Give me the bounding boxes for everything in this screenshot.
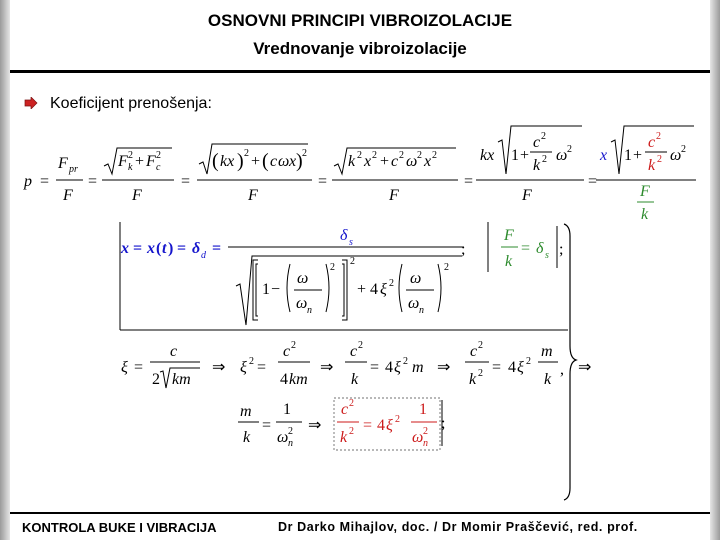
svg-text:1: 1 (419, 401, 427, 418)
svg-text:4: 4 (385, 359, 393, 376)
svg-text:+: + (251, 153, 261, 170)
svg-text:4: 4 (377, 417, 385, 434)
svg-text:+: + (633, 147, 643, 164)
svg-text:=: = (40, 173, 50, 190)
svg-text:=: = (181, 173, 191, 190)
svg-text:(: ( (156, 240, 162, 257)
svg-text:s: s (545, 250, 549, 261)
svg-text:;: ; (559, 241, 564, 258)
svg-text:⇒: ⇒ (308, 417, 322, 434)
svg-text:k: k (505, 253, 513, 270)
svg-text:k: k (533, 157, 541, 174)
svg-text:2: 2 (389, 278, 394, 289)
svg-text:−: − (271, 281, 281, 298)
svg-text:2: 2 (526, 356, 531, 367)
svg-text:ω: ω (278, 153, 290, 170)
svg-text:c: c (648, 134, 656, 151)
svg-text:(: ( (262, 150, 269, 172)
svg-text:2: 2 (399, 150, 404, 161)
svg-text:k: k (469, 371, 477, 388)
svg-text:ω: ω (556, 147, 568, 164)
svg-text:2: 2 (372, 150, 377, 161)
svg-text:=: = (212, 240, 222, 257)
svg-text:=: = (262, 417, 272, 434)
svg-text:4: 4 (370, 281, 378, 298)
svg-text:,: , (560, 361, 564, 378)
svg-text:=: = (88, 173, 98, 190)
svg-text:d: d (201, 250, 206, 261)
svg-text:2: 2 (349, 426, 354, 437)
svg-text:): ) (237, 150, 244, 172)
svg-text:s: s (349, 237, 353, 248)
svg-text:+: + (135, 153, 145, 170)
svg-text:F: F (132, 187, 142, 204)
svg-text:F: F (63, 187, 73, 204)
svg-text:c: c (350, 343, 358, 360)
svg-text:): ) (296, 150, 303, 172)
svg-text:2: 2 (395, 414, 400, 425)
svg-text:1: 1 (283, 401, 291, 418)
svg-text:km: km (172, 371, 191, 388)
svg-text:ω: ω (406, 153, 418, 170)
svg-text:2: 2 (128, 150, 133, 161)
svg-text:F: F (58, 155, 68, 172)
svg-text:2: 2 (542, 154, 547, 165)
svg-text:2: 2 (291, 340, 296, 351)
svg-text:ω: ω (297, 270, 309, 287)
footer-course-name: KONTROLA BUKE I VIBRACIJA (22, 520, 217, 535)
svg-text:2: 2 (657, 154, 662, 165)
svg-text:F: F (522, 187, 532, 204)
svg-text:δ: δ (536, 240, 544, 257)
svg-text:2: 2 (330, 262, 335, 273)
svg-text:ω: ω (296, 295, 308, 312)
svg-text:;: ; (441, 415, 446, 432)
svg-text:c: c (156, 162, 161, 173)
svg-text:2: 2 (444, 262, 449, 273)
svg-text:+: + (357, 281, 367, 298)
svg-text:k: k (648, 157, 656, 174)
svg-text:2: 2 (478, 340, 483, 351)
svg-text:=: = (521, 240, 531, 257)
svg-text:k: k (348, 153, 356, 170)
svg-text:2: 2 (249, 356, 254, 367)
svg-text:ω: ω (277, 429, 289, 446)
svg-text:+: + (520, 147, 530, 164)
svg-text:km: km (289, 371, 308, 388)
slide-subtitle: Vrednovanje vibroizolacije (253, 39, 467, 58)
svg-text:x: x (289, 153, 297, 170)
svg-text:δ: δ (340, 227, 348, 244)
svg-text:2: 2 (358, 340, 363, 351)
svg-text:2: 2 (152, 371, 160, 388)
svg-text:=: = (370, 359, 380, 376)
svg-text:⇒: ⇒ (578, 359, 592, 376)
svg-text:ξ: ξ (517, 359, 524, 376)
svg-text:2: 2 (567, 144, 572, 155)
svg-text:n: n (423, 438, 428, 449)
svg-text:=: = (134, 359, 144, 376)
svg-text:ω: ω (412, 429, 424, 446)
svg-text:ξ: ξ (394, 359, 401, 376)
svg-text:m: m (240, 403, 252, 420)
svg-text:ξ: ξ (240, 359, 247, 376)
svg-text:pr: pr (69, 164, 78, 175)
svg-text:x: x (364, 153, 372, 170)
svg-text:⇒: ⇒ (212, 359, 226, 376)
svg-text:1: 1 (511, 147, 519, 164)
svg-text:x: x (424, 153, 432, 170)
svg-text:n: n (419, 305, 424, 316)
svg-text:x: x (147, 240, 155, 257)
svg-text:2: 2 (423, 426, 428, 437)
slide-title: OSNOVNI PRINCIPI VIBROIZOLACIJE (207, 11, 513, 30)
svg-text:k: k (641, 206, 649, 223)
svg-text:+: + (380, 153, 390, 170)
svg-text:1: 1 (624, 147, 632, 164)
right-brace (564, 224, 576, 500)
formula-row-1 (23, 126, 597, 204)
svg-text:F: F (118, 153, 128, 170)
svg-text:δ: δ (192, 240, 201, 257)
svg-text:2: 2 (349, 398, 354, 409)
svg-text:2: 2 (302, 148, 307, 159)
svg-text:=: = (318, 173, 328, 190)
formula-row-2 (120, 222, 563, 325)
svg-text:t: t (162, 240, 167, 257)
svg-text:=: = (464, 173, 474, 190)
svg-text:=: = (363, 417, 373, 434)
svg-text:F: F (146, 153, 156, 170)
svg-text:F: F (504, 227, 514, 244)
svg-text:x: x (121, 240, 129, 257)
svg-text:=: = (588, 173, 598, 190)
svg-text:⇒: ⇒ (437, 359, 451, 376)
svg-text:p: p (24, 173, 32, 190)
svg-text:2: 2 (432, 150, 437, 161)
svg-text:c: c (170, 343, 178, 360)
svg-text:2: 2 (156, 150, 161, 161)
svg-text:): ) (168, 240, 174, 257)
svg-text:ξ: ξ (386, 417, 393, 434)
svg-text:c: c (533, 134, 541, 151)
formula-row-4 (238, 398, 445, 450)
svg-text:2: 2 (288, 426, 293, 437)
svg-text:k: k (243, 429, 251, 446)
svg-text:2: 2 (350, 256, 355, 267)
svg-text:ω: ω (408, 295, 420, 312)
svg-text:=: = (257, 359, 267, 376)
svg-text:4: 4 (280, 371, 288, 388)
svg-text:m: m (541, 343, 553, 360)
svg-text:2: 2 (656, 131, 661, 142)
formula-row-3 (121, 340, 591, 388)
svg-text:c: c (470, 343, 478, 360)
svg-text:2: 2 (541, 131, 546, 142)
formula-row-1-last-term (596, 126, 696, 223)
svg-text:kx: kx (480, 147, 495, 164)
svg-text:F: F (640, 183, 650, 200)
svg-text:2: 2 (357, 150, 362, 161)
svg-text:kx: kx (220, 153, 235, 170)
svg-text:c: c (283, 343, 291, 360)
svg-text:=: = (492, 359, 502, 376)
footer-authors: Dr Darko Mihajlov, doc. / Dr Momir Praščević, red. prof. (278, 520, 638, 534)
svg-text:F: F (389, 187, 399, 204)
svg-text:=: = (177, 240, 187, 257)
svg-text:k: k (351, 371, 359, 388)
footer-divider (10, 512, 710, 514)
svg-text:=: = (133, 240, 143, 257)
svg-text:⇒: ⇒ (320, 359, 334, 376)
svg-text:(: ( (212, 150, 219, 172)
svg-text:n: n (288, 438, 293, 449)
svg-text:ξ: ξ (121, 359, 128, 376)
svg-text:4: 4 (508, 359, 516, 376)
svg-text:2: 2 (478, 368, 483, 379)
svg-text:1: 1 (262, 281, 270, 298)
svg-text:m: m (412, 359, 424, 376)
svg-text:k: k (340, 429, 348, 446)
svg-text:ξ: ξ (380, 281, 387, 298)
svg-text:k: k (544, 371, 552, 388)
svg-text:F: F (248, 187, 258, 204)
bullet-text: Koeficijent prenošenja: (50, 95, 212, 112)
svg-text:c: c (341, 401, 349, 418)
svg-text:ω: ω (670, 147, 682, 164)
svg-text:x: x (600, 147, 608, 164)
svg-text:n: n (307, 305, 312, 316)
svg-text:2: 2 (681, 144, 686, 155)
svg-text:c: c (391, 153, 399, 170)
svg-text:ω: ω (410, 270, 422, 287)
svg-text:2: 2 (403, 356, 408, 367)
svg-text:c: c (270, 153, 278, 170)
svg-text:k: k (128, 162, 133, 173)
svg-text:;: ; (461, 241, 466, 258)
svg-text:2: 2 (244, 148, 249, 159)
svg-text:2: 2 (417, 150, 422, 161)
